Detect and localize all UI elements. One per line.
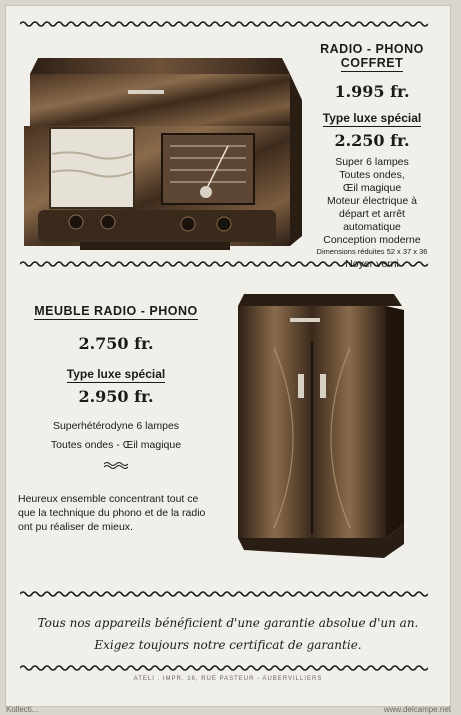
footer-left-text: Kollecti... [6,705,39,714]
coffret-title: RADIO - PHONO [320,42,424,56]
coffret-feature: Super 6 lampes [335,156,409,168]
coffret-feature: Moteur électrique à [327,195,417,207]
coffret-info [310,42,434,271]
coffret-special-price: 2.250 fr. [334,131,410,150]
meuble-special-price: 2.950 fr. [78,387,154,406]
meuble-line1: Superhétérodyne 6 lampes [52,420,180,432]
meuble-description: Heureux ensemble concentrant tout ce que la technique du phono et de la radio ont pu réaliser de mieux. [18,493,206,533]
coffret-special-label: Type luxe spécial [322,111,422,125]
coffret-feature: Œil magique [342,182,402,194]
meuble-line2: Toutes ondes - Œil magique [50,439,182,451]
top-wave-divider [20,20,428,28]
radio-phono-coffret-image [20,50,302,260]
coffret-feature: Conception moderne [323,234,421,246]
squiggle-ornament [16,456,216,474]
bottom-wave-divider [20,590,428,598]
meuble-info [16,304,216,474]
middle-wave-divider [20,260,428,268]
meuble-price: 2.750 fr. [78,334,154,353]
meuble-radio-phono-image [234,288,414,570]
coffret-feature: Toutes ondes, [339,169,405,181]
coffret-finish: Noyer verni [345,258,399,270]
coffret-dimensions: Dimensions réduites 52 x 37 x 36 [316,247,428,256]
coffret-subtitle: COFFRET [340,56,404,70]
guarantee-line1: Tous nos appareils bénéficient d'une garantie absolue d'un an. [37,616,419,630]
coffret-feature: automatique [343,221,401,233]
coffret-price: 1.995 fr. [334,82,410,101]
coffret-feature: départ et arrêt [339,208,405,220]
catalog-page [6,6,450,706]
footer-wave-divider [20,664,428,672]
guarantee-text [16,612,440,656]
meuble-title: MEUBLE RADIO - PHONO [34,304,198,318]
page-footer [0,706,461,715]
printer-credit: ATELI . IMPR. 16, RUE PASTEUR - AUBERVILLIERS [133,676,323,682]
guarantee-line2: Exigez toujours notre certificat de garantie. [94,638,362,652]
footer-watermark-link[interactable]: www.delcampe.net [383,705,451,714]
meuble-special-label: Type luxe spécial [66,367,166,381]
